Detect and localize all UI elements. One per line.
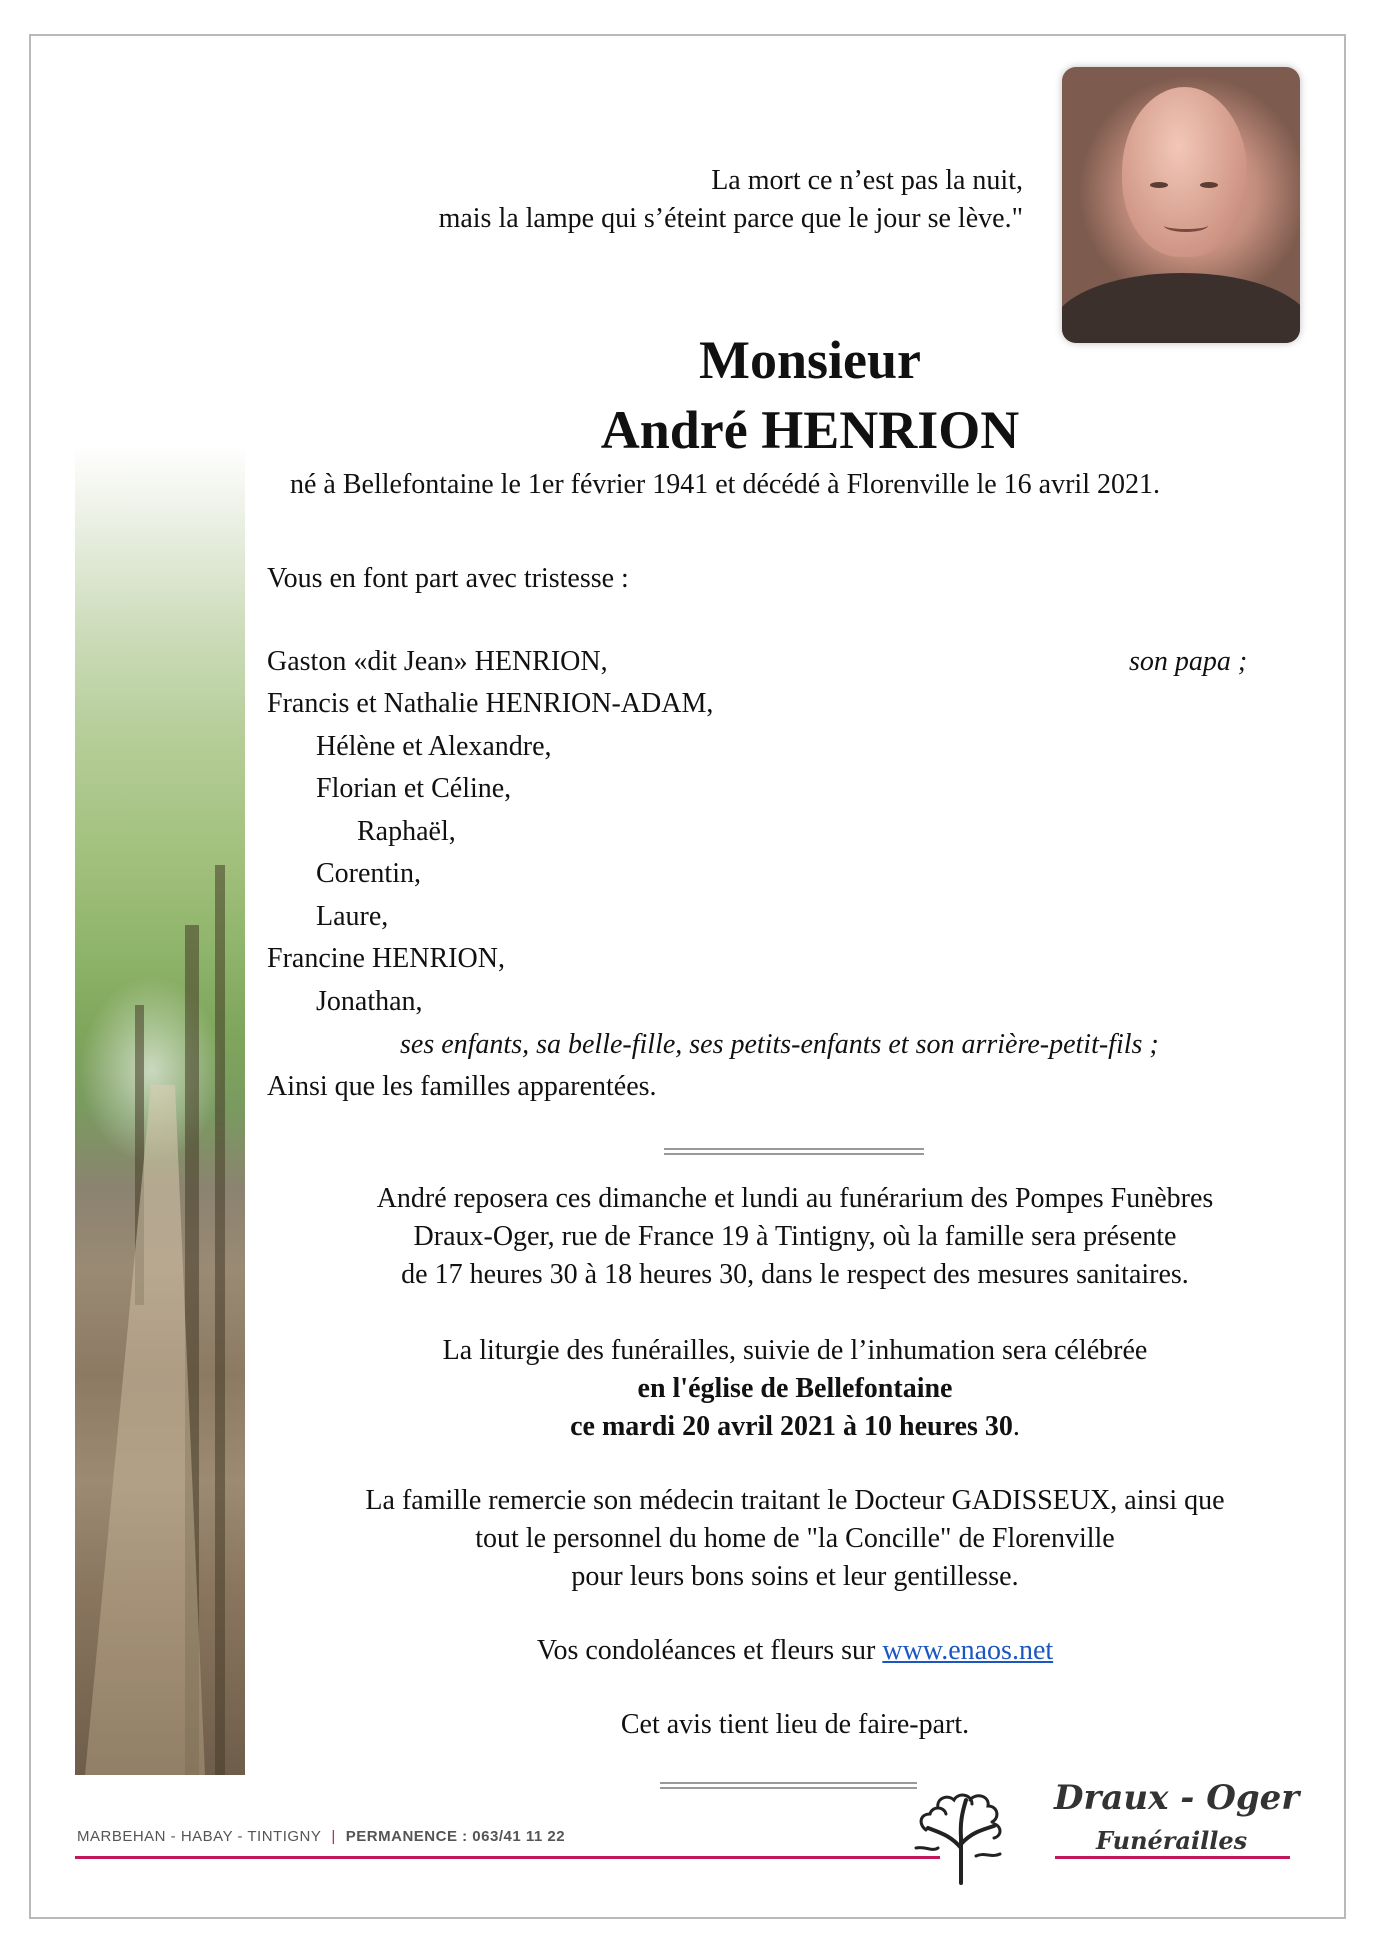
deceased-portrait [1062, 67, 1300, 343]
footer-locations: MARBEHAN - HABAY - TINTIGNY [77, 1828, 322, 1845]
funeral-period: . [1012, 1411, 1020, 1442]
family-member: Francine HENRION, [267, 943, 505, 974]
funeral-church: en l'église de Bellefontaine [637, 1373, 953, 1404]
quote-line-1: La mort ce n’est pas la nuit, [711, 165, 1023, 196]
visitation-line-2: Draux-Oger, rue de France 19 à Tintigny, où la famille sera présente [413, 1221, 1177, 1252]
thanks-line-2: tout le personnel du home de "la Concille" de Florenville [475, 1523, 1115, 1554]
honorific: Monsieur [699, 330, 921, 390]
family-member: Francis et Nathalie HENRION-ADAM, [267, 688, 714, 719]
draux-oger-logo [906, 1778, 1300, 1888]
divider-bottom [660, 1782, 917, 1789]
notice: Cet avis tient lieu de faire-part. [620, 1709, 970, 1740]
visitation-info [270, 1180, 1320, 1294]
quote-line-2: mais la lampe qui s’éteint parce que le jour se lève." [438, 203, 1023, 234]
footer-accent-line [75, 1856, 940, 1859]
footer-permanence: PERMANENCE : 063/41 11 22 [345, 1828, 566, 1845]
thanks-line-3: pour leurs bons soins et leur gentillesse. [571, 1561, 1019, 1592]
funeral-info [270, 1332, 1320, 1446]
tree-logo-icon [906, 1778, 1016, 1888]
family-intro: Vous en font part avec tristesse : [267, 563, 629, 594]
family-member: Florian et Céline, [316, 773, 512, 804]
role-father: son papa ; [1129, 646, 1248, 677]
deceased-name: André HENRION [600, 400, 1020, 460]
condolences-link[interactable]: www.enaos.net [882, 1635, 1054, 1666]
footer-contact [77, 1828, 565, 1845]
condolences [270, 1632, 1320, 1670]
visitation-line-1: André reposera ces dimanche et lundi au funérarium des Pompes Funèbres [376, 1183, 1214, 1214]
divider [664, 1148, 924, 1155]
family-member: Hélène et Alexandre, [316, 731, 552, 762]
footer-separator: | [331, 1828, 336, 1845]
epitaph-quote [439, 162, 1023, 238]
logo-name: Draux - Oger [1054, 1778, 1300, 1818]
family-closing: Ainsi que les familles apparentées. [267, 1071, 657, 1102]
role-children: ses enfants, sa belle-fille, ses petits-enfants et son arrière-petit-fils ; [400, 1029, 1159, 1060]
forest-path-photo [75, 445, 245, 1775]
family-member: Laure, [316, 901, 389, 932]
family-member: Corentin, [316, 858, 421, 889]
family-member: Jonathan, [316, 986, 423, 1017]
thanks-info [270, 1482, 1320, 1596]
condolences-text: Vos condoléances et fleurs sur [536, 1635, 883, 1666]
family-member: Gaston «dit Jean» HENRION, [267, 646, 608, 677]
birth-death-dates: né à Bellefontaine le 1er février 1941 et décédé à Florenville le 16 avril 2021. [290, 469, 1160, 500]
logo-subtitle: Funérailles [1096, 1826, 1248, 1855]
family-member: Raphaël, [357, 816, 456, 847]
visitation-line-3: de 17 heures 30 à 18 heures 30, dans le respect des mesures sanitaires. [401, 1259, 1189, 1290]
funeral-datetime: ce mardi 20 avril 2021 à 10 heures 30 [570, 1411, 1013, 1442]
thanks-line-1: La famille remercie son médecin traitant le Docteur GADISSEUX, ainsi que [365, 1485, 1225, 1516]
funeral-line-1: La liturgie des funérailles, suivie de l’inhumation sera célébrée [442, 1335, 1148, 1366]
